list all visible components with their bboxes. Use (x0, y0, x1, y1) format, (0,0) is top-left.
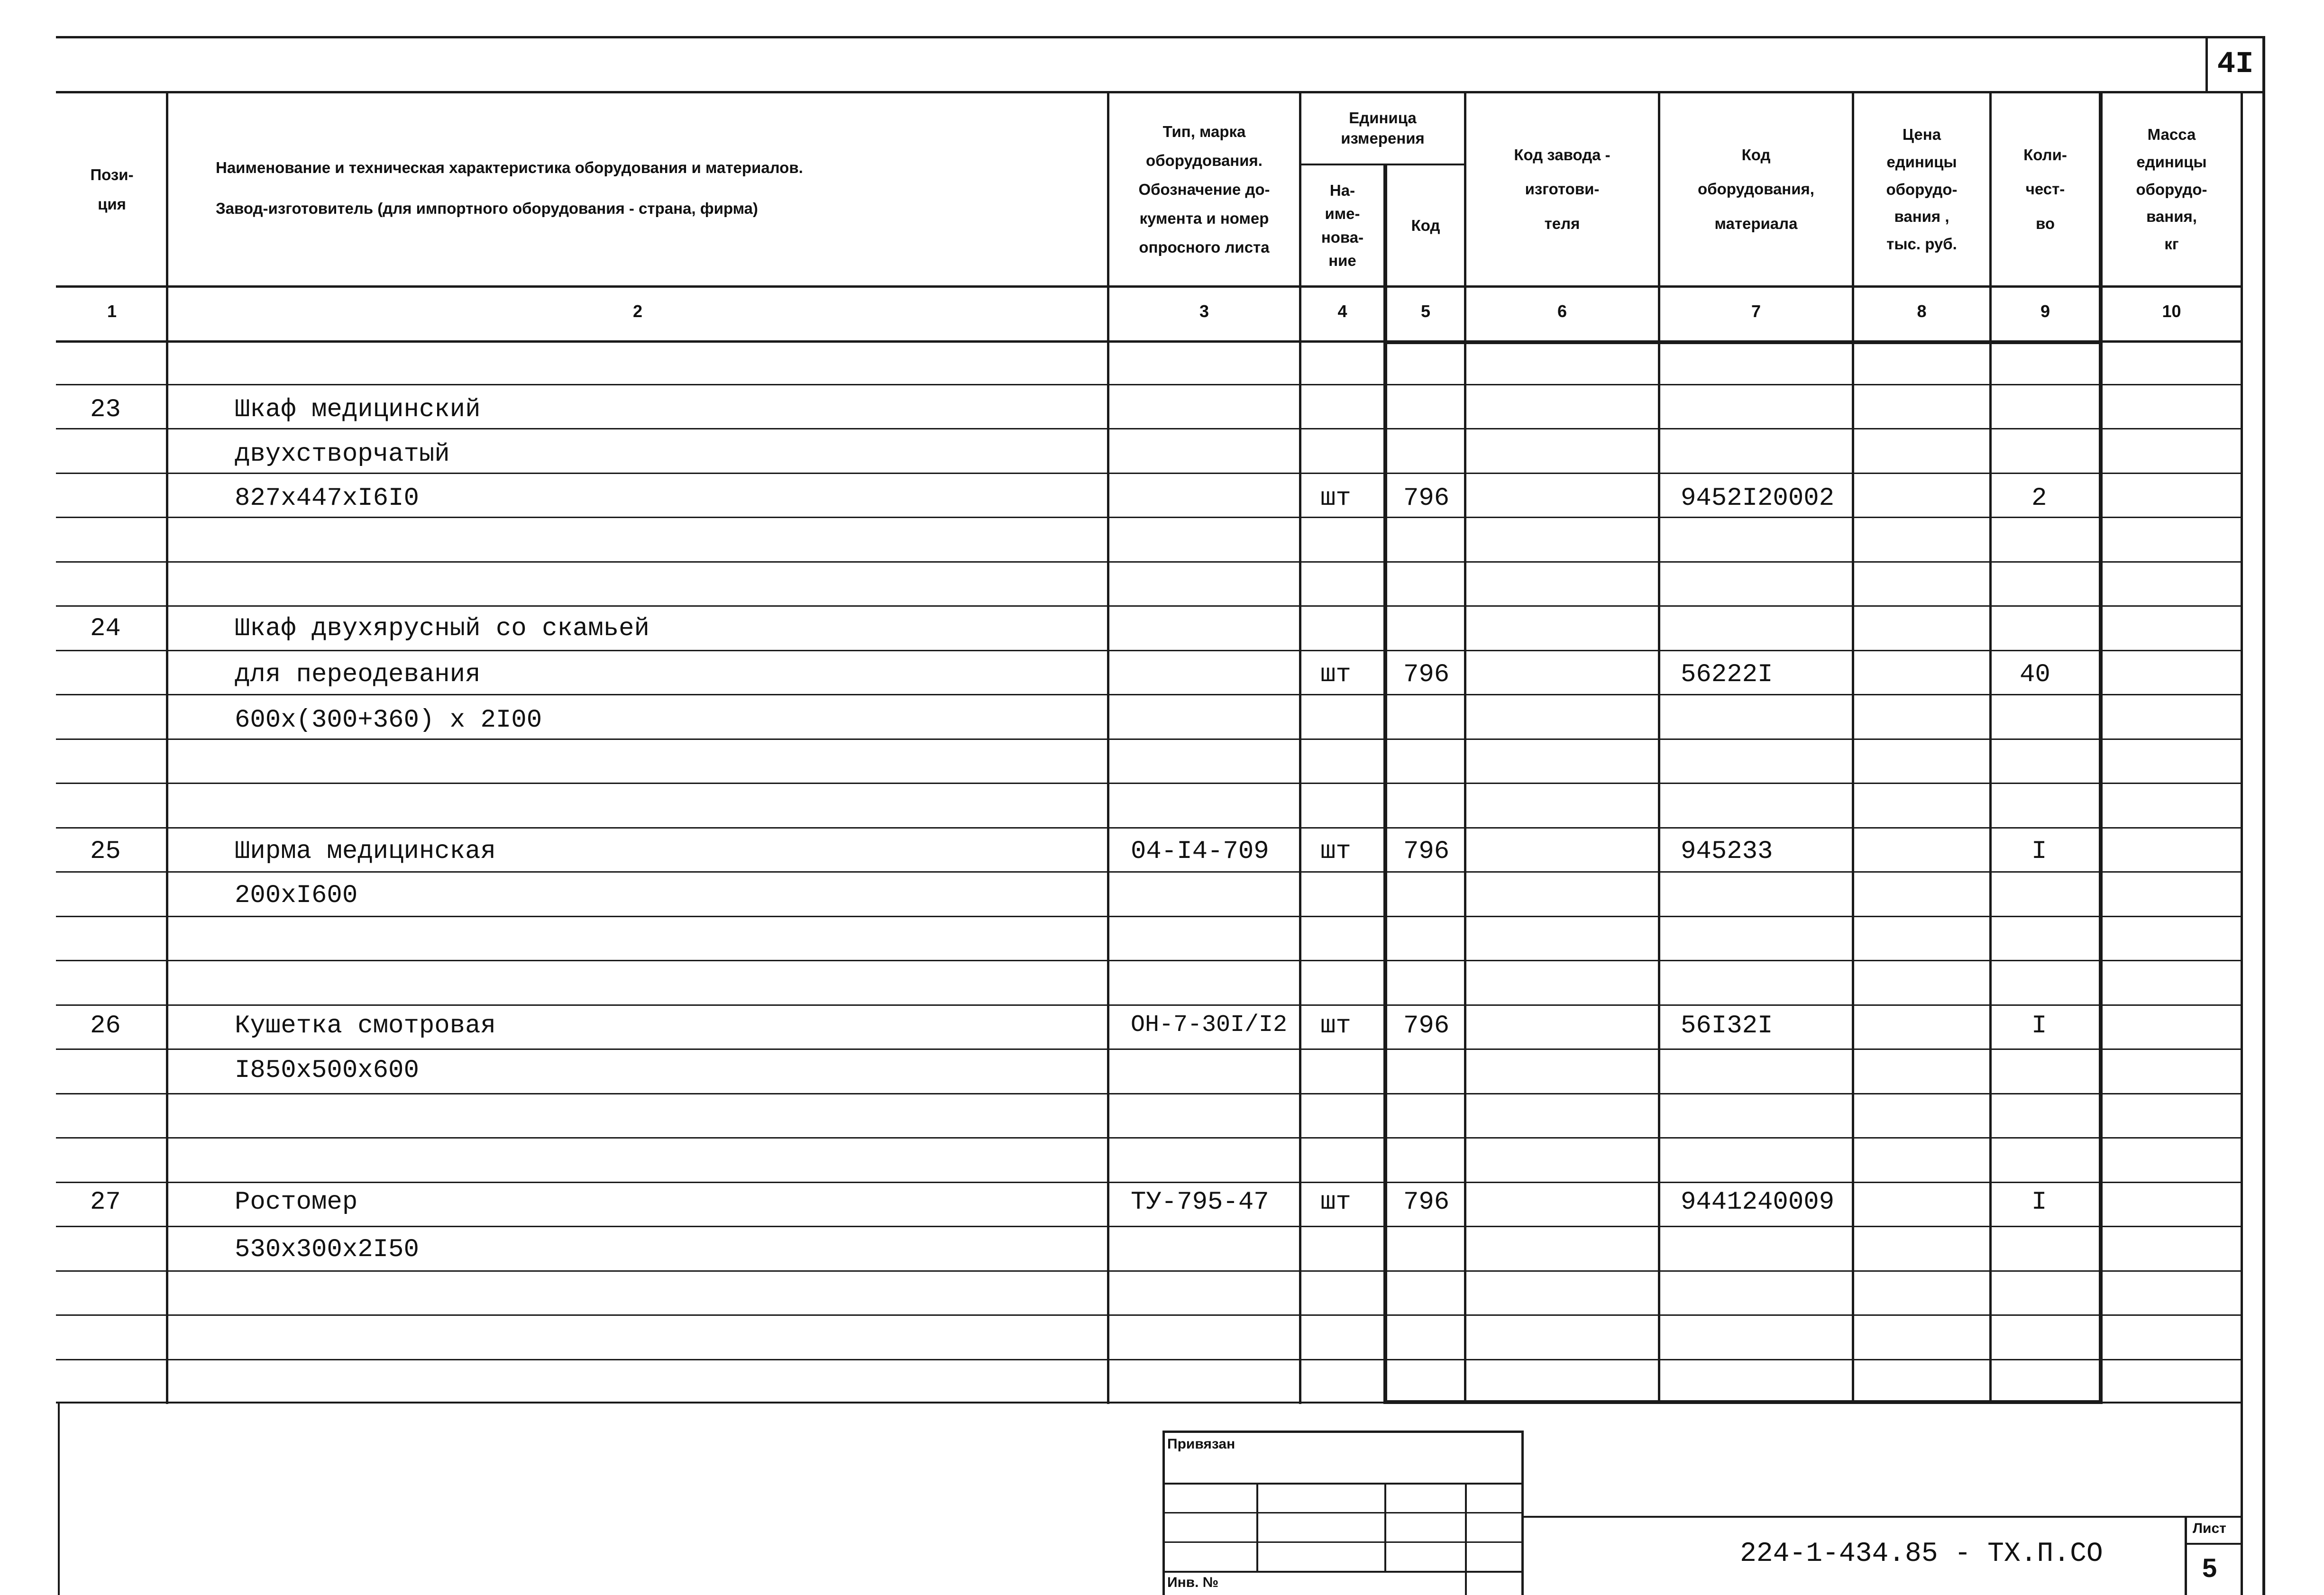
row-line (56, 1226, 2242, 1227)
header-unit-code: Код (1411, 216, 1440, 234)
row-quantity: I (2031, 1188, 2047, 1217)
row-name: 530х300х2I50 (235, 1235, 419, 1264)
header-position: Пози- ция (90, 166, 134, 213)
row-name: I850х500х600 (235, 1056, 419, 1085)
frame-top-line (56, 36, 2265, 38)
row-name: двухстворчатый (235, 440, 450, 469)
document-code: 224-1-434.85 - ТХ.П.СО (1740, 1539, 2103, 1569)
colnum-9: 9 (2040, 301, 2050, 321)
stamp-vline (1256, 1483, 1258, 1571)
row-position: 24 (90, 614, 121, 643)
colnum-5: 5 (1420, 301, 1431, 321)
row-line (56, 783, 2242, 784)
row-line (56, 1359, 2242, 1360)
row-line (56, 1270, 2242, 1272)
row-name: 600х(300+360) х 2I00 (235, 706, 542, 735)
row-code: 796 (1403, 837, 1450, 866)
header-bottom-line (56, 285, 2242, 288)
row-line (56, 517, 2242, 518)
title-block-line (1524, 1516, 2242, 1518)
header-quantity: Коли- чест- во (2023, 146, 2067, 232)
header-equip-code: Код оборудования, материала (1698, 146, 1814, 232)
row-line (56, 960, 2242, 961)
row-name: 827х447хI6I0 (235, 484, 419, 513)
row-code: 796 (1403, 660, 1450, 689)
header-type: Тип, марка оборудования. Обозначение до- кумента и номер опросного листа (1138, 122, 1270, 256)
colnum-7: 7 (1751, 301, 1761, 321)
table-right-line (2241, 91, 2243, 1595)
colnum-6: 6 (1557, 301, 1567, 321)
row-type: ТУ-795-47 (1131, 1188, 1269, 1217)
row-line (56, 473, 2242, 474)
stamp-vline (1465, 1483, 1467, 1595)
row-line (56, 1048, 2242, 1050)
stamp-line (1162, 1483, 1524, 1485)
row-code: 796 (1403, 1012, 1450, 1040)
bold-box-top (1383, 340, 2102, 344)
stamp-line (1162, 1512, 1524, 1513)
row-line (56, 384, 2242, 385)
row-quantity: I (2031, 1012, 2047, 1040)
row-quantity: 2 (2031, 484, 2047, 513)
frame-right-line (2262, 36, 2265, 1595)
row-equip-code: 56222I (1681, 660, 1773, 689)
stamp-linked-label: Привязан (1167, 1436, 1235, 1452)
row-name: Шкаф двухярусный со скамьей (235, 614, 650, 643)
sheet-number-top: 4I (2217, 47, 2254, 82)
row-line (56, 738, 2242, 740)
header-factory-code: Код завода - изготови- теля (1514, 146, 1610, 232)
col-line-1 (166, 91, 168, 1404)
row-line (56, 1004, 2242, 1006)
sheet-label-line (2185, 1543, 2242, 1545)
row-line (56, 694, 2242, 695)
colnum-8: 8 (1917, 301, 1927, 321)
row-line (56, 1314, 2242, 1316)
row-line (56, 1093, 2242, 1094)
frame-left-line (58, 1403, 60, 1595)
row-code: 796 (1403, 484, 1450, 513)
row-name: 200хI600 (235, 881, 358, 910)
header-unit-name: На- име- нова- ние (1321, 181, 1364, 269)
colnum-3: 3 (1199, 301, 1209, 321)
colnum-4: 4 (1337, 301, 1347, 321)
row-equip-code: 9441240009 (1681, 1188, 1835, 1217)
table-bottom-line (56, 1402, 2242, 1404)
row-line (56, 1137, 2242, 1139)
row-type: ОН-7-30I/I2 (1131, 1012, 1288, 1039)
col-line-9 (2099, 91, 2103, 1404)
row-position: 27 (90, 1188, 121, 1217)
row-line (56, 827, 2242, 829)
row-quantity: I (2031, 837, 2047, 866)
row-unit: шт (1320, 837, 1351, 866)
row-quantity: 40 (2020, 660, 2050, 689)
row-name: Ростомер (235, 1188, 358, 1217)
colnum-10: 10 (2162, 301, 2181, 321)
row-unit: шт (1320, 1012, 1351, 1040)
header-mass: Масса единицы оборудо- вания, кг (2136, 126, 2207, 253)
colnum-2: 2 (632, 301, 643, 321)
sheet-box-left (2205, 36, 2208, 93)
col-line-6 (1658, 91, 1660, 1404)
sheet-value: 5 (2202, 1553, 2217, 1583)
stamp-inv-label: Инв. № (1167, 1575, 1219, 1590)
stamp-line (1162, 1541, 1524, 1543)
row-name: для переодевания (235, 660, 481, 689)
row-unit: шт (1320, 660, 1351, 689)
row-equip-code: 56I32I (1681, 1012, 1773, 1040)
row-equip-code: 9452I20002 (1681, 484, 1835, 513)
row-position: 26 (90, 1012, 121, 1040)
header-price: Цена единицы оборудо- вания , тыс. руб. (1886, 126, 1958, 253)
row-line (56, 871, 2242, 873)
col-line-3 (1299, 91, 1301, 1404)
stamp-line (1162, 1571, 1524, 1573)
row-type: 04-I4-709 (1131, 837, 1269, 866)
row-position: 23 (90, 395, 121, 424)
row-unit: шт (1320, 1188, 1351, 1217)
colnum-1: 1 (107, 301, 117, 321)
row-name: Шкаф медицинский (235, 395, 481, 424)
row-line (56, 561, 2242, 563)
row-name: Ширма медицинская (235, 837, 496, 866)
row-name: Кушетка смотровая (235, 1012, 496, 1040)
col-line-5 (1464, 91, 1466, 1404)
row-code: 796 (1403, 1188, 1450, 1217)
row-line (56, 428, 2242, 429)
header-unit: Единица измерения (1341, 109, 1425, 147)
col-line-2 (1107, 91, 1109, 1404)
row-line (56, 1182, 2242, 1183)
row-line (56, 650, 2242, 651)
stamp-vline (1384, 1483, 1386, 1571)
col-line-8 (1989, 91, 1992, 1404)
sheet-label: Лист (2193, 1521, 2226, 1536)
row-line (56, 605, 2242, 607)
row-equip-code: 945233 (1681, 837, 1773, 866)
row-unit: шт (1320, 484, 1351, 513)
row-line (56, 916, 2242, 917)
col-line-7 (1852, 91, 1854, 1404)
row-position: 25 (90, 837, 121, 866)
header-name: Наименование и техническая характеристика оборудования и материалов. Завод-изготовитель (для импортного оборудования - страна, фирма) (216, 159, 803, 217)
